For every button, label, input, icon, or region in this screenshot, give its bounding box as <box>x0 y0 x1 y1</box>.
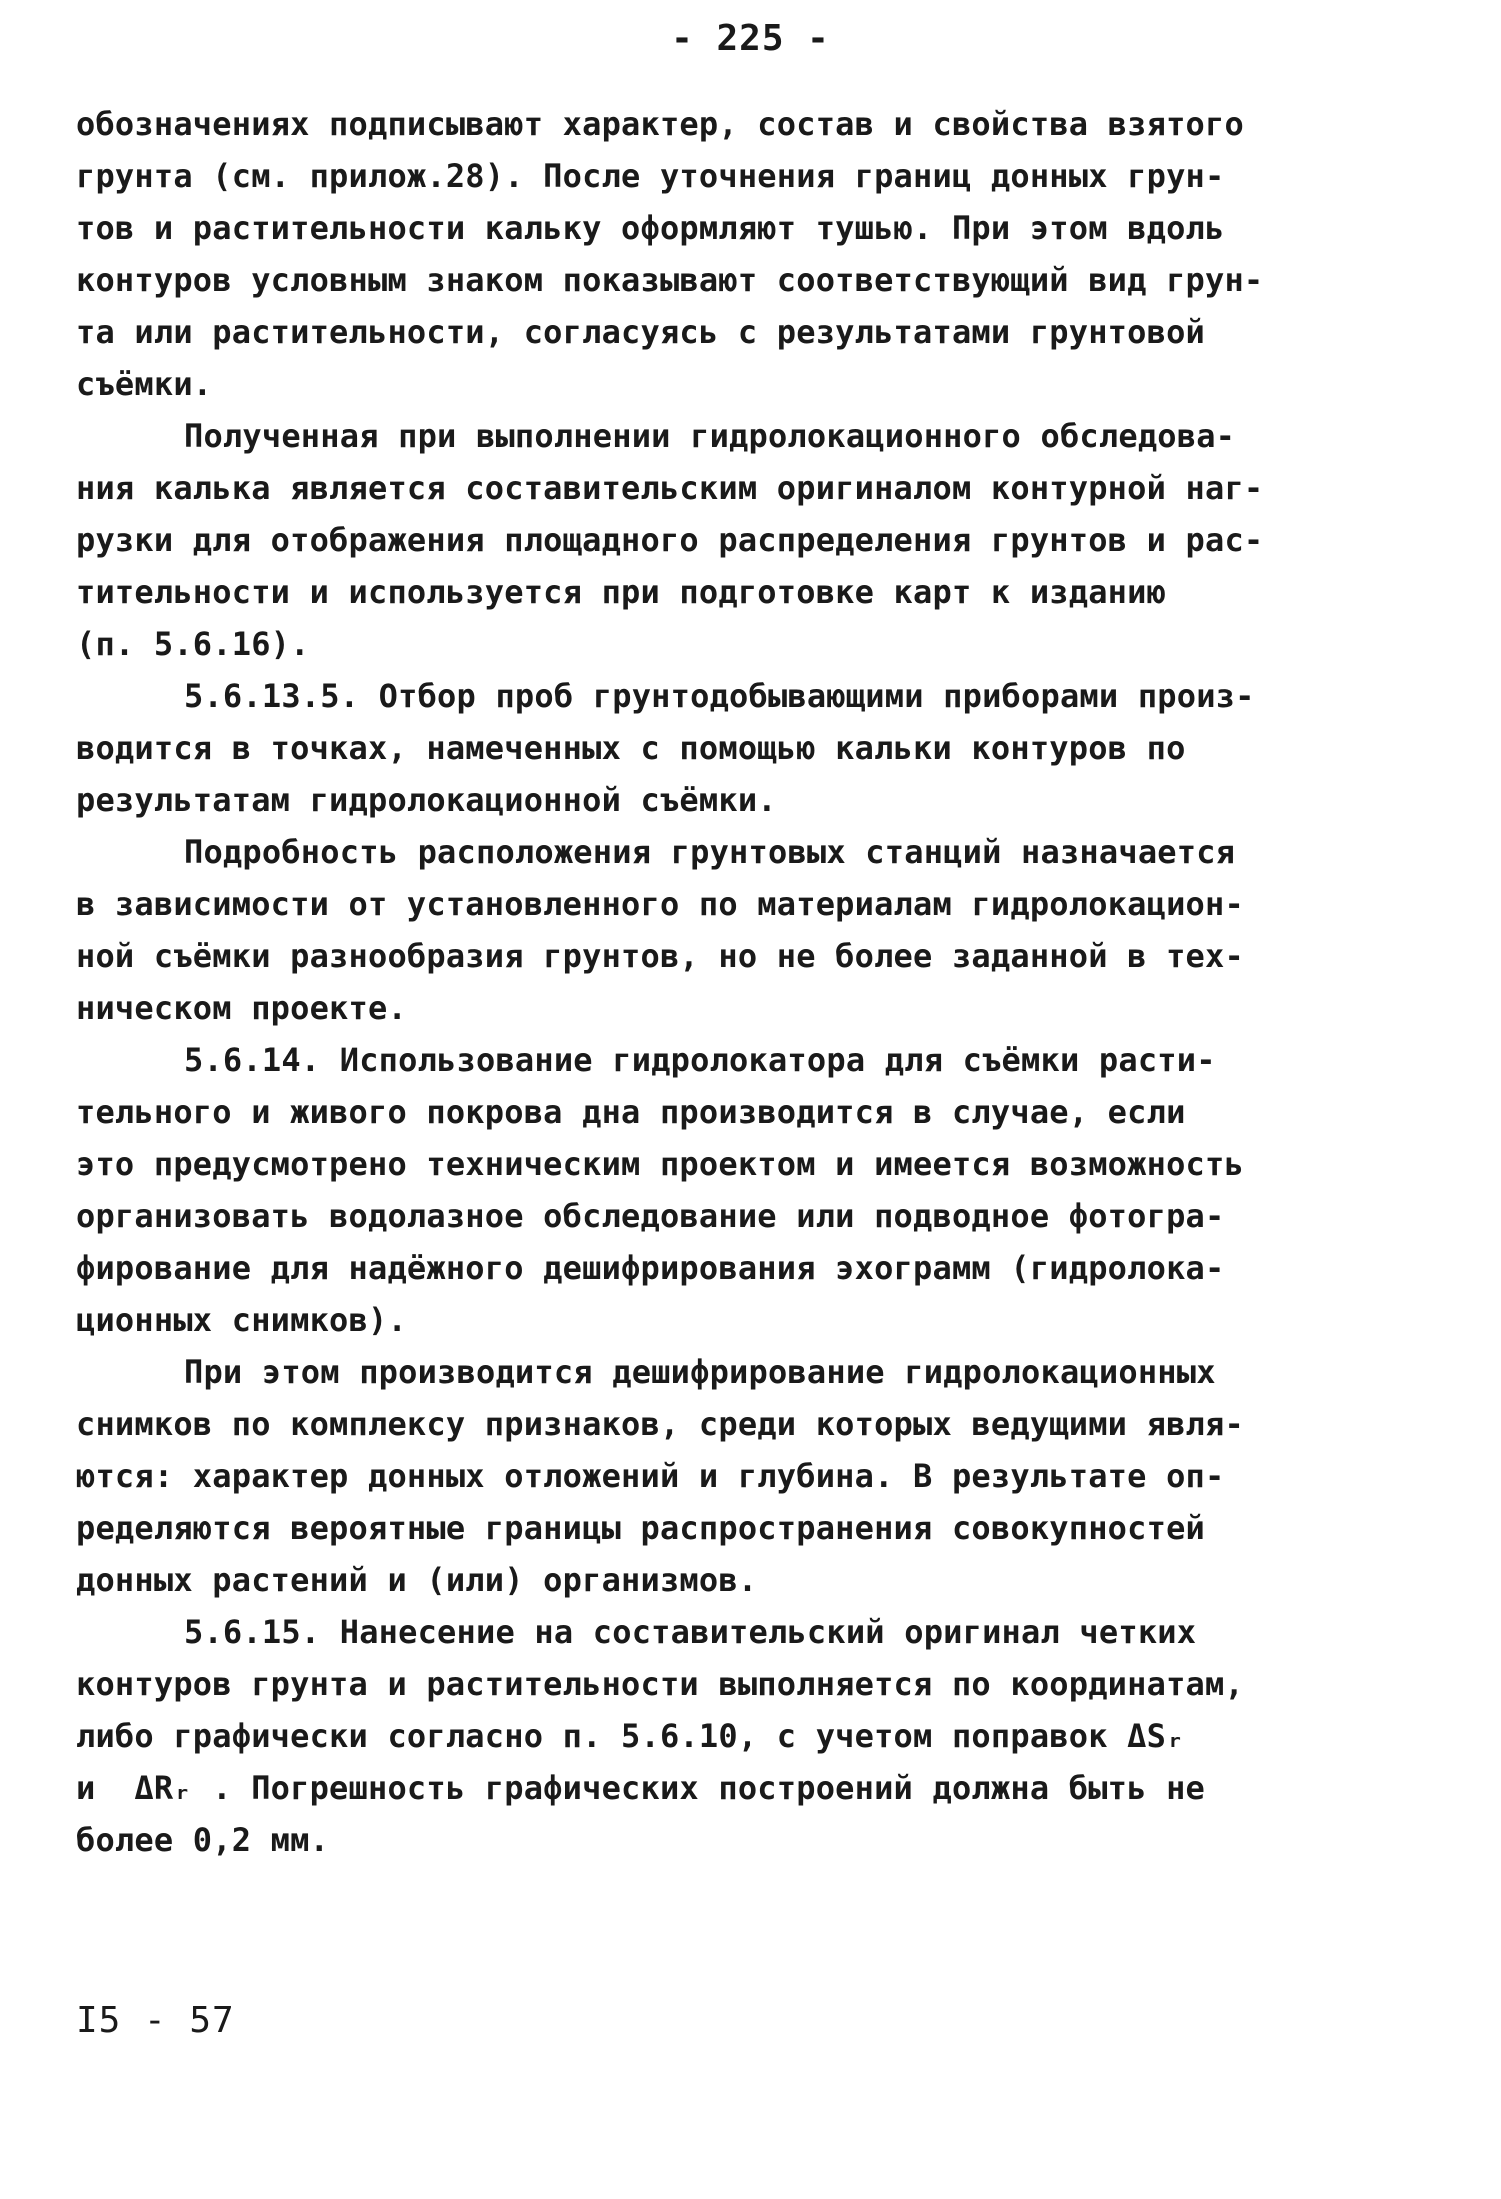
text-line: грунта (см. прилож.28). После уточнения границ донных грун- <box>76 157 1225 195</box>
text-line: ределяются вероятные границы распространения совокупностей <box>76 1509 1206 1547</box>
text-line: ются: характер донных отложений и глубина. В результате оп- <box>76 1457 1225 1495</box>
text-line: ния калька является составительским оригиналом контурной наг- <box>76 469 1264 507</box>
text-line: либо графически согласно п. 5.6.10, с учетом поправок ΔSᵣ <box>76 1717 1186 1755</box>
text-line: это предусмотрено техническим проектом и имеется возможность <box>76 1145 1244 1183</box>
text-line: съёмки. <box>76 365 213 403</box>
text-line: контуров условным знаком показывают соответствующий вид грун- <box>76 261 1264 299</box>
text-line: контуров грунта и растительности выполняется по координатам, <box>76 1665 1244 1703</box>
paragraph-first-line: Подробность расположения грунтовых станций назначается <box>184 833 1236 871</box>
section-heading-line: 5.6.15. Нанесение на составительский оригинал четких <box>184 1613 1197 1651</box>
body-text <box>76 98 1376 1866</box>
text-line: тов и растительности кальку оформляют тушью. При этом вдоль <box>76 209 1225 247</box>
paragraph-first-line: Полученная при выполнении гидролокационного обследова- <box>184 417 1236 455</box>
paragraph-first-line: При этом производится дешифрирование гидролокационных <box>184 1353 1216 1391</box>
text-line: (п. 5.6.16). <box>76 625 310 663</box>
text-line: и ΔRᵣ . Погрешность графических построений должна быть не <box>76 1769 1206 1807</box>
text-line: ционных снимков). <box>76 1301 407 1339</box>
section-heading-line: 5.6.13.5. Отбор проб грунтодобывающими приборами произ- <box>184 677 1255 715</box>
text-line: донных растений и (или) организмов. <box>76 1561 758 1599</box>
text-line: та или растительности, согласуясь с результатами грунтовой <box>76 313 1206 351</box>
text-line: тительности и используется при подготовке карт к изданию <box>76 573 1167 611</box>
text-line: организовать водолазное обследование или подводное фотогра- <box>76 1197 1225 1235</box>
text-line: ной съёмки разнообразия грунтов, но не более заданной в тех- <box>76 937 1244 975</box>
text-line: водится в точках, намеченных с помощью кальки контуров по <box>76 729 1186 767</box>
text-line: более 0,2 мм. <box>76 1821 330 1859</box>
text-line: рузки для отображения площадного распределения грунтов и рас- <box>76 521 1264 559</box>
text-line: в зависимости от установленного по материалам гидролокацион- <box>76 885 1244 923</box>
page-number: - 225 - <box>671 18 830 59</box>
text-line: ническом проекте. <box>76 989 407 1027</box>
text-line: обозначениях подписывают характер, состав и свойства взятого <box>76 105 1244 143</box>
text-line: результатам гидролокационной съёмки. <box>76 781 777 819</box>
text-line: снимков по комплексу признаков, среди которых ведущими явля- <box>76 1405 1244 1443</box>
section-heading-line: 5.6.14. Использование гидролокатора для съёмки расти- <box>184 1041 1216 1079</box>
text-line: тельного и живого покрова дна производится в случае, если <box>76 1093 1186 1131</box>
footer-code: I5 - 57 <box>76 2000 235 2041</box>
text-line: фирование для надёжного дешифрирования эхограмм (гидролока- <box>76 1249 1225 1287</box>
